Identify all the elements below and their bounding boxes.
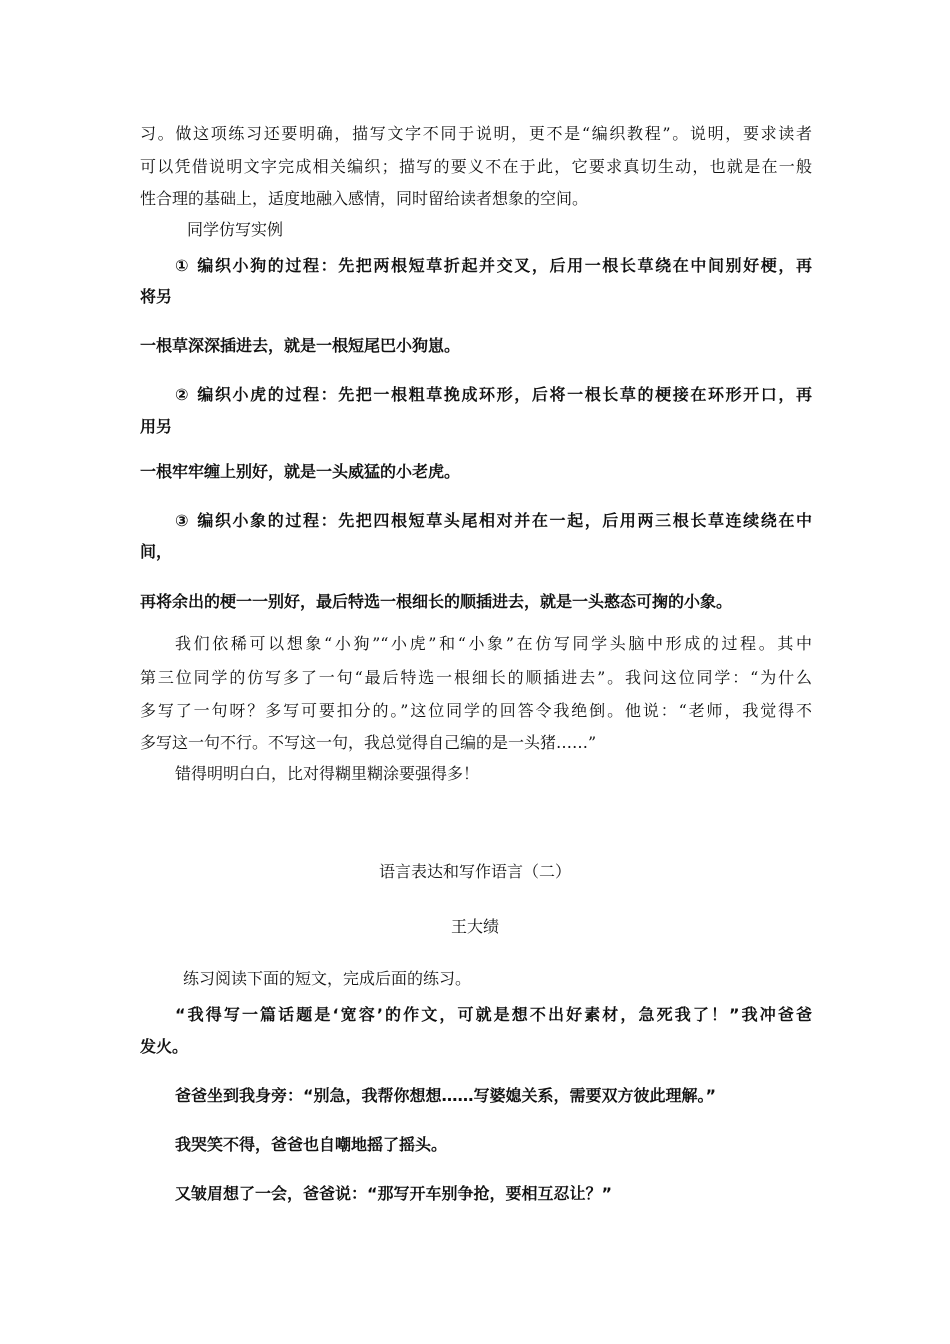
article-author: 王大绩 — [450, 917, 499, 936]
comment-line-2: 第三位同学的仿写多了一句“最后特选一根细长的顺插进去”。我问这位同学：“为什么 — [140, 668, 812, 687]
intro-line-3: 性合理的基础上，适度地融入感情，同时留给读者想象的空间。 — [140, 189, 589, 208]
comment-line-5: 错得明明白白，比对得糊里糊涂要强得多！ — [175, 764, 480, 783]
example-2-line-3: 一根牢牢缠上别好，就是一头威猛的小老虎。 — [140, 462, 461, 481]
example-1-line-3: 一根草深深插进去，就是一根短尾巴小狗崽。 — [140, 336, 461, 355]
passage-line-4: 我哭笑不得，爸爸也自嘲地摇了摇头。 — [175, 1135, 448, 1154]
article-title: 语言表达和写作语言（二） — [378, 862, 571, 881]
comment-line-4: 多写这一句不行。不写这一句，我总觉得自己编的是一头猪……” — [140, 733, 597, 752]
example-1-line-2: 将另 — [140, 287, 173, 306]
example-3-line-3: 再将余出的梗一一别好，最后特选一根细长的顺插进去，就是一头憨态可掬的小象。 — [140, 592, 733, 611]
example-3-line-2: 间， — [140, 542, 173, 561]
passage-line-3: 爸爸坐到我身旁：“别急，我帮你想想……写婆媳关系，需要双方彼此理解。” — [175, 1086, 717, 1105]
example-2-line-2: 用另 — [140, 417, 173, 436]
intro-line-2: 可以凭借说明文字完成相关编织；描写的要义不在于此，它要求真切生动，也就是在一般 — [140, 157, 812, 176]
comment-line-3: 多写了一句呀？多写可要扣分的。”这位同学的回答令我绝倒。他说：“老师，我觉得不 — [140, 701, 812, 720]
example-2-line-1: ② 编织小虎的过程：先把一根粗草挽成环形，后将一根长草的梗接在环形开口，再 — [175, 385, 812, 404]
passage-line-5: 又皱眉想了一会，爸爸说：“那写开车别争抢，要相互忍让？” — [175, 1184, 613, 1203]
passage-line-1: “我得写一篇话题是‘宽容’的作文，可就是想不出好素材，急死我了！”我冲爸爸 — [175, 1005, 812, 1024]
comment-line-1: 我们依稀可以想象“小狗”“小虎”和“小象”在仿写同学头脑中形成的过程。其中 — [175, 634, 812, 653]
exercise-intro: 练习阅读下面的短文，完成后面的练习。 — [183, 969, 472, 988]
passage-line-2: 发火。 — [140, 1037, 189, 1056]
examples-heading: 同学仿写实例 — [187, 220, 284, 239]
example-3-line-1: ③ 编织小象的过程：先把四根短草头尾相对并在一起，后用两三根长草连续绕在中 — [175, 511, 812, 530]
intro-line-1: 习。做这项练习还要明确，描写文字不同于说明，更不是“编织教程”。说明，要求读者 — [140, 124, 812, 143]
example-1-line-1: ① 编织小狗的过程：先把两根短草折起并交叉，后用一根长草绕在中间别好梗，再 — [175, 256, 812, 275]
